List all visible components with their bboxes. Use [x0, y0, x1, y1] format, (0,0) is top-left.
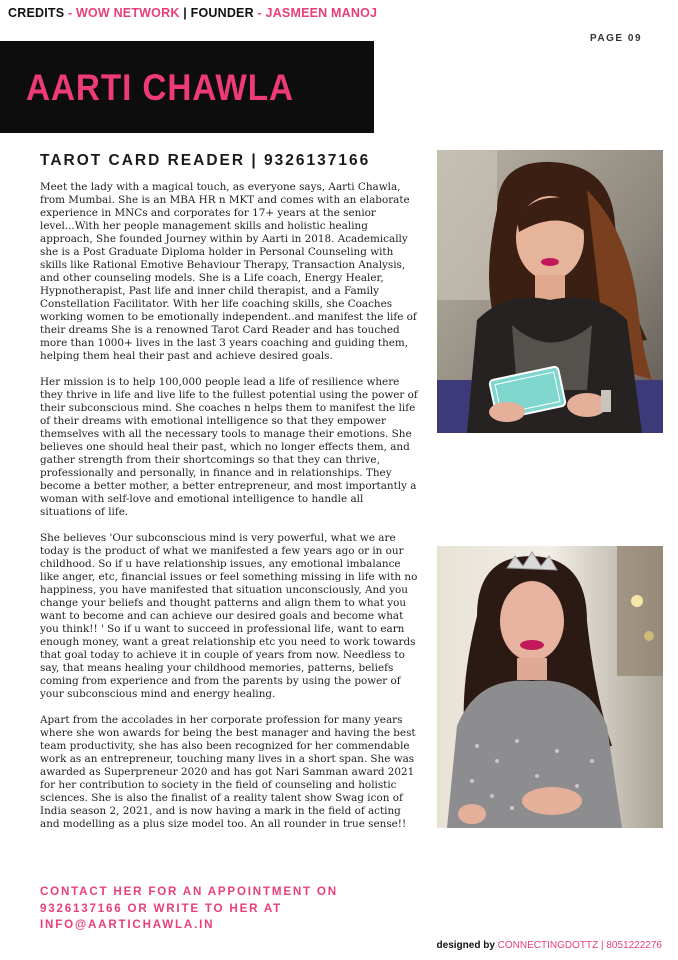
- credits-founder-name: JASMEEN MANOJ: [265, 6, 378, 20]
- designer-brand: CONNECTINGDOTTZ: [497, 940, 599, 951]
- credits-network: WOW NETWORK: [75, 6, 180, 20]
- contact-callout: CONTACT HER FOR AN APPOINTMENT ON 9326137166 OR WRITE TO HER AT INFO@AARTICHAWLA.IN: [40, 885, 338, 931]
- credits-line: [8, 6, 377, 20]
- portrait-photo-tarot-image: [437, 150, 663, 433]
- portrait-photo-crown: [437, 546, 663, 828]
- credits-label: CREDITS: [8, 6, 65, 20]
- credits-divider: |: [179, 6, 191, 20]
- credits-sep: -: [64, 6, 76, 20]
- article-body: [40, 181, 418, 844]
- portrait-photo-tarot: [437, 150, 663, 433]
- paragraph: Her mission is to help 100,000 people lead a life of resilience where they thrive in life and live life to the fullest potential using the power of their subconscious mind. She coaches n helps them to manifest the life of their dreams with emotional intelligence so that they empower themselves with all the necessary tools to manage their emotions. She believes one should heal their past, which no longer effects them, and gather strength from their shortcomings so that they can thrive, professionally and personally, in finance and in relationships. They become a better mother, a better entrepreneur, and most importantly a woman with self-love and emotional intelligence to handle all situations of life.: [40, 376, 418, 518]
- portrait-photo-crown-image: [437, 546, 663, 828]
- paragraph: She believes 'Our subconscious mind is very powerful, what we are today is the product of what we manifested a few years ago or in our childhood. So if u have relationship issues, any emotional imbalance like anger, etc, financial issues or feel something missing in life with no happiness, you have manifested that situation unconsciously, And you change your beliefs and thought patterns and align them to what you want to become and can achieve our desired goals and become what you think!! ' So if u want to succeed in professional life, want to earn enough money, want a great relationship etc you need to work towards that goal today to achieve it in couple of years from now. Needless to say, that means healing your childhood memories, patterns, beliefs coming from experience and from the parents by using the power of your subconscious mind and energy healing.: [40, 532, 418, 700]
- designer-prefix: designed by: [436, 940, 498, 951]
- credits-founder-label: FOUNDER: [190, 6, 254, 20]
- paragraph: Meet the lady with a magical touch, as everyone says, Aarti Chawla, from Mumbai. She is an MBA HR n MKT and comes with an elaborate experience in MNCs and corporates for 17+ years at the senior level...With her people management skills and holistic healing approach, She founded Journey within by Aarti in 2018. Academically she is a Post Graduate Diploma holder in Personal Counseling with skills like Rational Emotive Behaviour Therapy, Transaction Analysis, and other counseling models. She is a Life coach, Energy Healer, Hypnotherapist, Past life and inner child therapist, and a Family Constellation Facilitator. With her life coaching skills, she Coaches working women to be emotionally independent..and manifest the life of their dreams She is a renowned Tarot Card Reader and has touched more than 1000+ lives in the last 3 years coaching and guiding them, helping them heal their past and achieve desired goals.: [40, 181, 417, 362]
- name-banner: [0, 41, 374, 133]
- page-title: AARTI CHAWLA: [26, 67, 294, 108]
- designer-credit: [437, 940, 662, 951]
- credits-sep: -: [253, 6, 266, 20]
- designer-sep: |: [598, 940, 607, 951]
- subtitle: TAROT CARD READER | 9326137166: [40, 152, 371, 169]
- designer-phone: 8051222276: [606, 940, 662, 951]
- paragraph: Apart from the accolades in her corporate profession for many years where she won awards for being the best manager and having the best team productivity, she has also been recognized for her commendable work as an entrepreneur, touching many lives in a short span. She was awarded as Superpreneur 2020 and has got Nari Samman award 2021 for her contribution to society in the field of counseling and holistic sciences. She is also the finalist of a reality talent show Swag icon of India season 2, 2021, and is now having a mark in the field of acting and modelling as a plus size model too. An all rounder in true sense!!: [40, 714, 416, 830]
- page-number: PAGE 09: [590, 33, 642, 44]
